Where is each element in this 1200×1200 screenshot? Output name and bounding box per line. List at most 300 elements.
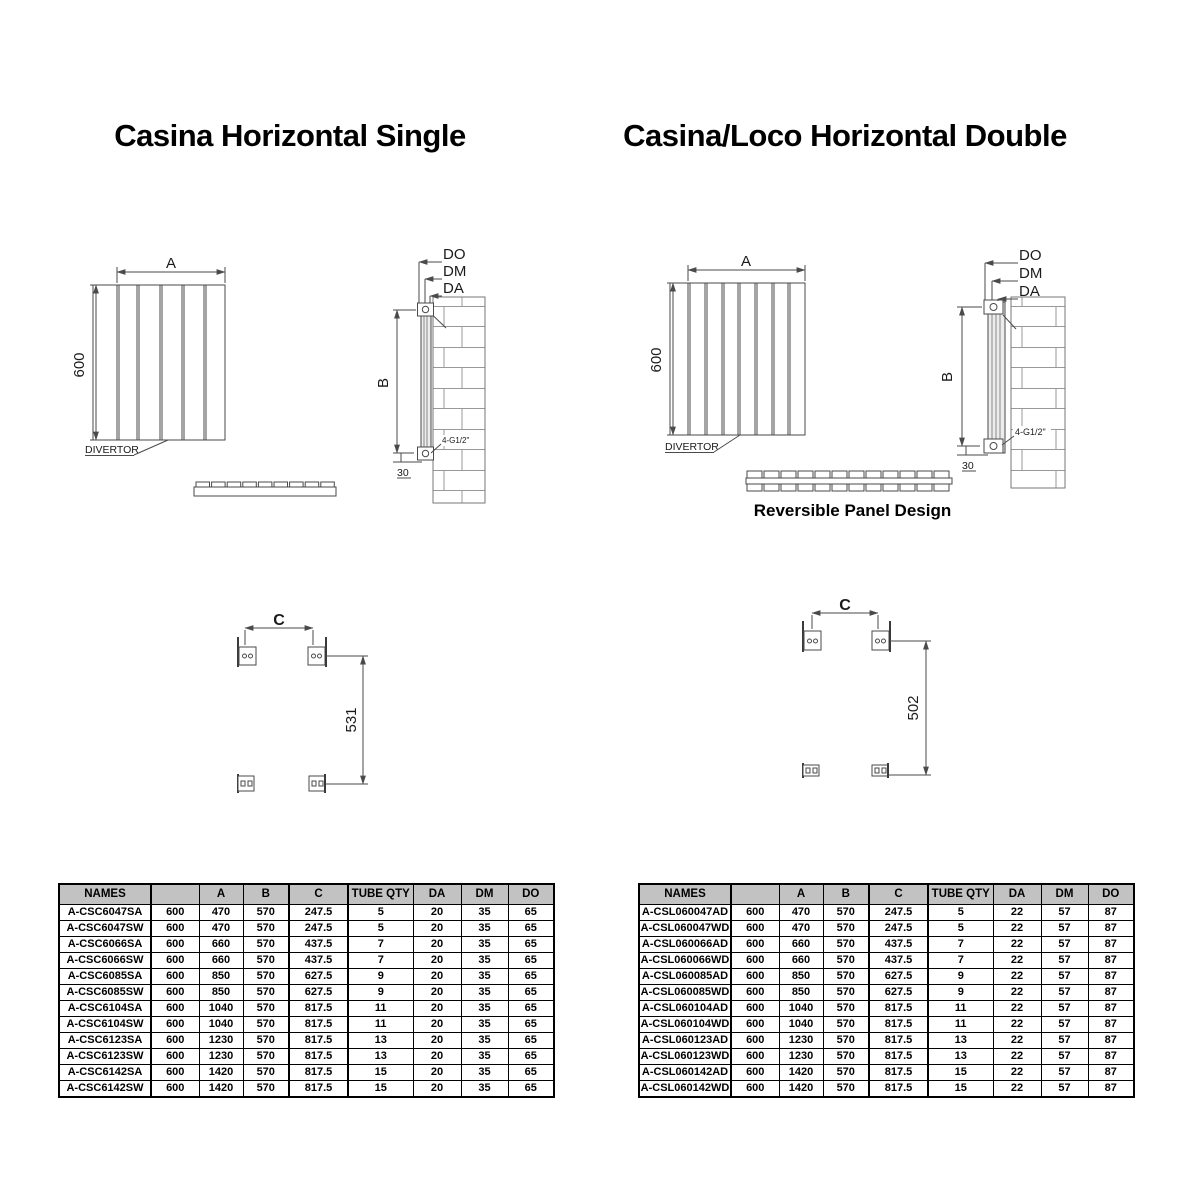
table-cell: A-CSL060123WD bbox=[639, 1049, 731, 1065]
table-cell: 13 bbox=[348, 1049, 413, 1065]
table-cell: 1420 bbox=[779, 1065, 823, 1081]
table-cell: 627.5 bbox=[869, 985, 928, 1001]
table-row bbox=[639, 1081, 1134, 1098]
table-cell: 20 bbox=[413, 937, 461, 953]
table-cell: 660 bbox=[779, 953, 823, 969]
table-row bbox=[59, 1081, 554, 1098]
single-divertor-label: DIVERTOR bbox=[85, 444, 139, 456]
table-cell: 437.5 bbox=[289, 937, 348, 953]
table-cell: 660 bbox=[779, 937, 823, 953]
table-cell: 1230 bbox=[779, 1033, 823, 1049]
table-cell: A-CSL060066AD bbox=[639, 937, 731, 953]
table-cell: 7 bbox=[348, 953, 413, 969]
table-cell: 20 bbox=[413, 1049, 461, 1065]
table-row bbox=[59, 937, 554, 953]
double-side-view-drawing bbox=[940, 245, 1075, 495]
table-cell: 35 bbox=[461, 953, 508, 969]
column-header: B bbox=[243, 884, 289, 905]
column-header: B bbox=[823, 884, 869, 905]
single-front-width-dim-label: A bbox=[165, 255, 177, 272]
table-cell: 600 bbox=[731, 937, 779, 953]
table-cell: A-CSL060123AD bbox=[639, 1033, 731, 1049]
table-cell: 570 bbox=[243, 1065, 289, 1081]
table-cell: A-CSC6047SW bbox=[59, 921, 151, 937]
reversible-panel-caption: Reversible Panel Design bbox=[753, 501, 952, 520]
bottom-left-bracket bbox=[238, 774, 254, 793]
table-cell: 65 bbox=[508, 905, 554, 921]
table-cell: 9 bbox=[928, 985, 993, 1001]
table-cell: 600 bbox=[731, 921, 779, 937]
table-row bbox=[59, 969, 554, 985]
table-cell: 437.5 bbox=[289, 953, 348, 969]
table-cell: 65 bbox=[508, 1033, 554, 1049]
bottom-connection-fitting bbox=[418, 447, 434, 460]
column-header: TUBE QTY bbox=[348, 884, 413, 905]
spec-table-double bbox=[638, 883, 1135, 1098]
table-cell: 817.5 bbox=[869, 1033, 928, 1049]
table-cell: A-CSL060142AD bbox=[639, 1065, 731, 1081]
table-cell: 247.5 bbox=[289, 921, 348, 937]
table-cell: A-CSC6085SA bbox=[59, 969, 151, 985]
table-cell: 22 bbox=[993, 969, 1041, 985]
table-cell: 570 bbox=[823, 921, 869, 937]
column-header bbox=[151, 884, 199, 905]
table-cell: 5 bbox=[348, 905, 413, 921]
table-cell: 15 bbox=[348, 1081, 413, 1098]
table-cell: 817.5 bbox=[289, 1017, 348, 1033]
table-cell: 570 bbox=[823, 1017, 869, 1033]
table-row bbox=[639, 1017, 1134, 1033]
table-cell: 22 bbox=[993, 953, 1041, 969]
table-cell: A-CSL060047AD bbox=[639, 905, 731, 921]
table-cell: 11 bbox=[928, 1001, 993, 1017]
table-cell: 1040 bbox=[199, 1001, 243, 1017]
table-cell: 850 bbox=[199, 985, 243, 1001]
table-cell: A-CSC6142SW bbox=[59, 1081, 151, 1098]
table-cell: A-CSL060085WD bbox=[639, 985, 731, 1001]
table-cell: A-CSC6104SA bbox=[59, 1001, 151, 1017]
table-cell: 5 bbox=[928, 905, 993, 921]
double-bracket-width-dim-label: C bbox=[839, 597, 851, 614]
table-cell: A-CSL060066WD bbox=[639, 953, 731, 969]
table-cell: 850 bbox=[199, 969, 243, 985]
table-cell: 570 bbox=[243, 1033, 289, 1049]
table-cell: 87 bbox=[1088, 1017, 1134, 1033]
column-header: A bbox=[779, 884, 823, 905]
table-row bbox=[59, 921, 554, 937]
table-cell: A-CSL060085AD bbox=[639, 969, 731, 985]
single-front-panel-separators bbox=[117, 285, 206, 440]
table-cell: 600 bbox=[151, 905, 199, 921]
table-cell: 22 bbox=[993, 937, 1041, 953]
table-cell: 87 bbox=[1088, 1065, 1134, 1081]
table-cell: 817.5 bbox=[869, 1081, 928, 1098]
table-cell: 13 bbox=[928, 1049, 993, 1065]
table-row bbox=[639, 953, 1134, 969]
single-side-view-drawing bbox=[375, 245, 510, 510]
table-cell: 600 bbox=[731, 1081, 779, 1098]
table-cell: 600 bbox=[151, 1065, 199, 1081]
table-cell: 20 bbox=[413, 1001, 461, 1017]
table-cell: 600 bbox=[731, 905, 779, 921]
page-title-single: Casina Horizontal Single bbox=[114, 118, 466, 153]
table-cell: 35 bbox=[461, 905, 508, 921]
column-header: C bbox=[869, 884, 928, 905]
table-cell: 35 bbox=[461, 1001, 508, 1017]
table-cell: 570 bbox=[823, 1081, 869, 1098]
single-depth-mid-label: DM bbox=[443, 263, 467, 280]
table-cell: 570 bbox=[243, 937, 289, 953]
top-right-bracket bbox=[308, 637, 326, 667]
table-cell: 570 bbox=[243, 985, 289, 1001]
table-cell: 817.5 bbox=[869, 1065, 928, 1081]
table-cell: 817.5 bbox=[869, 1001, 928, 1017]
table-cell: 570 bbox=[243, 953, 289, 969]
table-cell: 65 bbox=[508, 937, 554, 953]
table-cell: 600 bbox=[151, 1033, 199, 1049]
table-cell: 570 bbox=[823, 937, 869, 953]
table-row bbox=[639, 1065, 1134, 1081]
table-row bbox=[59, 905, 554, 921]
table-cell: 1420 bbox=[779, 1081, 823, 1098]
wall-section bbox=[1011, 297, 1065, 488]
table-cell: 57 bbox=[1041, 905, 1088, 921]
table-row bbox=[59, 953, 554, 969]
table-cell: A-CSC6142SA bbox=[59, 1065, 151, 1081]
single-depth-outer-label: DO bbox=[443, 246, 466, 263]
table-cell: 65 bbox=[508, 1017, 554, 1033]
table-cell: 570 bbox=[823, 1001, 869, 1017]
double-depth-mid-label: DM bbox=[1019, 265, 1043, 282]
table-cell: 627.5 bbox=[289, 969, 348, 985]
table-cell: 570 bbox=[243, 921, 289, 937]
table-cell: 57 bbox=[1041, 1033, 1088, 1049]
table-cell: 570 bbox=[243, 1081, 289, 1098]
table-cell: 600 bbox=[151, 1049, 199, 1065]
table-cell: 65 bbox=[508, 921, 554, 937]
table-cell: 850 bbox=[779, 969, 823, 985]
double-front-height-dim-label: 600 bbox=[648, 347, 665, 373]
table-cell: 7 bbox=[928, 953, 993, 969]
table-cell: 15 bbox=[348, 1065, 413, 1081]
table-cell: 20 bbox=[413, 921, 461, 937]
bottom-right-bracket bbox=[309, 774, 325, 793]
table-row bbox=[639, 1049, 1134, 1065]
table-cell: 247.5 bbox=[289, 905, 348, 921]
table-cell: 570 bbox=[823, 953, 869, 969]
table-row bbox=[639, 1001, 1134, 1017]
double-top-view-front-panels bbox=[747, 471, 949, 478]
table-cell: 57 bbox=[1041, 985, 1088, 1001]
single-bracket-layout-drawing bbox=[225, 595, 375, 805]
table-cell: 57 bbox=[1041, 1081, 1088, 1098]
table-row bbox=[59, 1001, 554, 1017]
table-cell: 57 bbox=[1041, 969, 1088, 985]
column-header: DA bbox=[993, 884, 1041, 905]
top-connection-fitting bbox=[418, 303, 434, 316]
table-cell: 57 bbox=[1041, 937, 1088, 953]
table-cell: 87 bbox=[1088, 921, 1134, 937]
table-cell: 22 bbox=[993, 1033, 1041, 1049]
column-header: NAMES bbox=[639, 884, 731, 905]
table-row bbox=[639, 921, 1134, 937]
double-divertor-label: DIVERTOR bbox=[665, 441, 719, 453]
table-cell: A-CSC6123SW bbox=[59, 1049, 151, 1065]
table-cell: 13 bbox=[348, 1033, 413, 1049]
table-cell: 817.5 bbox=[289, 1033, 348, 1049]
table-cell: 20 bbox=[413, 953, 461, 969]
single-front-view-drawing bbox=[71, 250, 255, 465]
table-cell: 22 bbox=[993, 921, 1041, 937]
table-cell: 570 bbox=[823, 905, 869, 921]
table-cell: 22 bbox=[993, 1001, 1041, 1017]
table-cell: 20 bbox=[413, 1017, 461, 1033]
table-cell: 35 bbox=[461, 985, 508, 1001]
table-cell: 570 bbox=[243, 969, 289, 985]
table-cell: 87 bbox=[1088, 985, 1134, 1001]
table-cell: 87 bbox=[1088, 1033, 1134, 1049]
table-cell: 600 bbox=[151, 937, 199, 953]
table-cell: A-CSC6066SA bbox=[59, 937, 151, 953]
table-row bbox=[639, 905, 1134, 921]
table-cell: 57 bbox=[1041, 1001, 1088, 1017]
column-header bbox=[731, 884, 779, 905]
table-cell: 437.5 bbox=[869, 953, 928, 969]
table-cell: 87 bbox=[1088, 1049, 1134, 1065]
table-cell: 9 bbox=[348, 969, 413, 985]
table-cell: 22 bbox=[993, 905, 1041, 921]
table-cell: 1420 bbox=[199, 1065, 243, 1081]
table-cell: 57 bbox=[1041, 1065, 1088, 1081]
table-cell: 247.5 bbox=[869, 921, 928, 937]
table-cell: 600 bbox=[151, 985, 199, 1001]
table-cell: 11 bbox=[348, 1017, 413, 1033]
table-cell: A-CSC6066SW bbox=[59, 953, 151, 969]
spec-table-single bbox=[58, 883, 555, 1098]
table-cell: A-CSC6047SA bbox=[59, 905, 151, 921]
single-connection-size-label: 4-G1/2" bbox=[442, 436, 470, 445]
table-cell: 15 bbox=[928, 1065, 993, 1081]
double-front-view-drawing bbox=[650, 250, 820, 465]
table-cell: 7 bbox=[348, 937, 413, 953]
table-cell: A-CSC6104SW bbox=[59, 1017, 151, 1033]
table-cell: 600 bbox=[731, 1033, 779, 1049]
single-bottom-offset-label: 30 bbox=[397, 467, 409, 479]
table-cell: 65 bbox=[508, 953, 554, 969]
double-bracket-layout-drawing bbox=[790, 593, 940, 793]
table-cell: 65 bbox=[508, 1001, 554, 1017]
table-cell: 600 bbox=[731, 1001, 779, 1017]
table-cell: 57 bbox=[1041, 921, 1088, 937]
table-cell: 570 bbox=[823, 1065, 869, 1081]
bottom-connection-fitting bbox=[984, 439, 1003, 453]
table-cell: 87 bbox=[1088, 953, 1134, 969]
table-cell: 570 bbox=[823, 1049, 869, 1065]
table-cell: 570 bbox=[823, 1033, 869, 1049]
column-header: DA bbox=[413, 884, 461, 905]
double-front-panel-separators bbox=[688, 283, 790, 435]
table-cell: 5 bbox=[928, 921, 993, 937]
single-bracket-height-dim-label: 531 bbox=[343, 707, 360, 733]
bottom-left-bracket bbox=[803, 763, 819, 778]
table-cell: A-CSL060104WD bbox=[639, 1017, 731, 1033]
table-cell: A-CSC6085SW bbox=[59, 985, 151, 1001]
table-cell: 22 bbox=[993, 985, 1041, 1001]
table-cell: 20 bbox=[413, 1033, 461, 1049]
table-row bbox=[59, 1017, 554, 1033]
table-row bbox=[59, 1065, 554, 1081]
table-cell: 850 bbox=[779, 985, 823, 1001]
table-cell: 87 bbox=[1088, 1001, 1134, 1017]
bottom-right-bracket bbox=[872, 763, 888, 778]
top-left-bracket bbox=[238, 637, 256, 667]
table-cell: 65 bbox=[508, 1065, 554, 1081]
table-cell: 817.5 bbox=[289, 1049, 348, 1065]
table-cell: 1230 bbox=[199, 1049, 243, 1065]
table-cell: 570 bbox=[823, 969, 869, 985]
table-cell: 1040 bbox=[199, 1017, 243, 1033]
table-cell: 20 bbox=[413, 1081, 461, 1098]
table-cell: A-CSL060047WD bbox=[639, 921, 731, 937]
table-cell: 600 bbox=[151, 921, 199, 937]
table-cell: 1420 bbox=[199, 1081, 243, 1098]
table-cell: 470 bbox=[779, 921, 823, 937]
table-cell: 87 bbox=[1088, 969, 1134, 985]
table-cell: 817.5 bbox=[869, 1049, 928, 1065]
wall-section bbox=[433, 297, 485, 503]
table-cell: 600 bbox=[151, 1017, 199, 1033]
double-depth-outer-label: DO bbox=[1019, 247, 1042, 264]
table-row bbox=[639, 1033, 1134, 1049]
table-cell: 11 bbox=[928, 1017, 993, 1033]
table-cell: 20 bbox=[413, 1065, 461, 1081]
table-row bbox=[639, 937, 1134, 953]
table-cell: 570 bbox=[243, 1049, 289, 1065]
table-cell: 65 bbox=[508, 985, 554, 1001]
table-cell: 570 bbox=[243, 905, 289, 921]
table-cell: 817.5 bbox=[289, 1001, 348, 1017]
table-row bbox=[59, 1033, 554, 1049]
table-cell: 20 bbox=[413, 905, 461, 921]
single-top-view-panels bbox=[196, 482, 334, 487]
column-header: DM bbox=[461, 884, 508, 905]
table-cell: 9 bbox=[348, 985, 413, 1001]
column-header: DO bbox=[508, 884, 554, 905]
table-cell: 13 bbox=[928, 1033, 993, 1049]
top-right-bracket bbox=[872, 621, 890, 652]
column-header: NAMES bbox=[59, 884, 151, 905]
table-cell: 35 bbox=[461, 1033, 508, 1049]
table-cell: 57 bbox=[1041, 953, 1088, 969]
table-cell: 57 bbox=[1041, 1017, 1088, 1033]
table-cell: 65 bbox=[508, 1049, 554, 1065]
table-cell: 600 bbox=[731, 985, 779, 1001]
table-cell: 660 bbox=[199, 953, 243, 969]
table-cell: 35 bbox=[461, 1049, 508, 1065]
table-cell: 570 bbox=[823, 985, 869, 1001]
table-row bbox=[59, 1049, 554, 1065]
column-header: A bbox=[199, 884, 243, 905]
table-cell: 35 bbox=[461, 1065, 508, 1081]
table-cell: 35 bbox=[461, 921, 508, 937]
table-cell: 1230 bbox=[779, 1049, 823, 1065]
table-cell: 35 bbox=[461, 1081, 508, 1098]
top-connection-fitting bbox=[984, 300, 1003, 314]
table-cell: 600 bbox=[151, 953, 199, 969]
double-connection-size-label: 4-G1/2" bbox=[1015, 427, 1046, 437]
single-front-height-dim-label: 600 bbox=[71, 352, 88, 378]
table-cell: 57 bbox=[1041, 1049, 1088, 1065]
double-top-view-drawing bbox=[743, 466, 955, 496]
table-cell: 600 bbox=[151, 1001, 199, 1017]
table-cell: 7 bbox=[928, 937, 993, 953]
column-header: DO bbox=[1088, 884, 1134, 905]
table-cell: 627.5 bbox=[869, 969, 928, 985]
table-cell: 1230 bbox=[199, 1033, 243, 1049]
table-cell: 817.5 bbox=[869, 1017, 928, 1033]
page-title-double: Casina/Loco Horizontal Double bbox=[623, 118, 1067, 153]
table-cell: 65 bbox=[508, 1081, 554, 1098]
table-cell: 437.5 bbox=[869, 937, 928, 953]
table-cell: 20 bbox=[413, 969, 461, 985]
table-cell: 817.5 bbox=[289, 1065, 348, 1081]
table-row bbox=[639, 969, 1134, 985]
single-depth-attach-label: DA bbox=[443, 280, 464, 297]
table-cell: 600 bbox=[731, 969, 779, 985]
double-bracket-height-dim-label: 502 bbox=[905, 695, 922, 721]
table-cell: 87 bbox=[1088, 937, 1134, 953]
single-side-height-dim-label: B bbox=[375, 377, 392, 389]
table-cell: 22 bbox=[993, 1081, 1041, 1098]
column-header: DM bbox=[1041, 884, 1088, 905]
table-cell: 20 bbox=[413, 985, 461, 1001]
table-cell: 570 bbox=[243, 1001, 289, 1017]
table-cell: 1040 bbox=[779, 1001, 823, 1017]
table-cell: 87 bbox=[1088, 905, 1134, 921]
table-cell: 65 bbox=[508, 969, 554, 985]
double-bottom-offset-label: 30 bbox=[962, 460, 974, 472]
table-cell: 15 bbox=[928, 1081, 993, 1098]
double-front-width-dim-label: A bbox=[740, 253, 752, 270]
table-cell: 11 bbox=[348, 1001, 413, 1017]
table-cell: 1040 bbox=[779, 1017, 823, 1033]
table-cell: 35 bbox=[461, 937, 508, 953]
table-cell: 5 bbox=[348, 921, 413, 937]
table-cell: 817.5 bbox=[289, 1081, 348, 1098]
radiator-panel-profile bbox=[421, 304, 431, 460]
table-row bbox=[639, 985, 1134, 1001]
table-cell: 570 bbox=[243, 1017, 289, 1033]
table-cell: 22 bbox=[993, 1017, 1041, 1033]
table-cell: 600 bbox=[151, 1081, 199, 1098]
table-cell: A-CSL060142WD bbox=[639, 1081, 731, 1098]
single-top-view-drawing bbox=[190, 473, 345, 499]
table-cell: 35 bbox=[461, 1017, 508, 1033]
table-cell: 22 bbox=[993, 1049, 1041, 1065]
table-cell: 247.5 bbox=[869, 905, 928, 921]
column-header: TUBE QTY bbox=[928, 884, 993, 905]
table-cell: 660 bbox=[199, 937, 243, 953]
table-cell: 470 bbox=[199, 905, 243, 921]
table-cell: A-CSL060104AD bbox=[639, 1001, 731, 1017]
table-cell: 600 bbox=[731, 1065, 779, 1081]
table-cell: 9 bbox=[928, 969, 993, 985]
table-cell: 22 bbox=[993, 1065, 1041, 1081]
table-cell: 600 bbox=[731, 1017, 779, 1033]
table-cell: 627.5 bbox=[289, 985, 348, 1001]
table-cell: 470 bbox=[199, 921, 243, 937]
table-cell: A-CSC6123SA bbox=[59, 1033, 151, 1049]
